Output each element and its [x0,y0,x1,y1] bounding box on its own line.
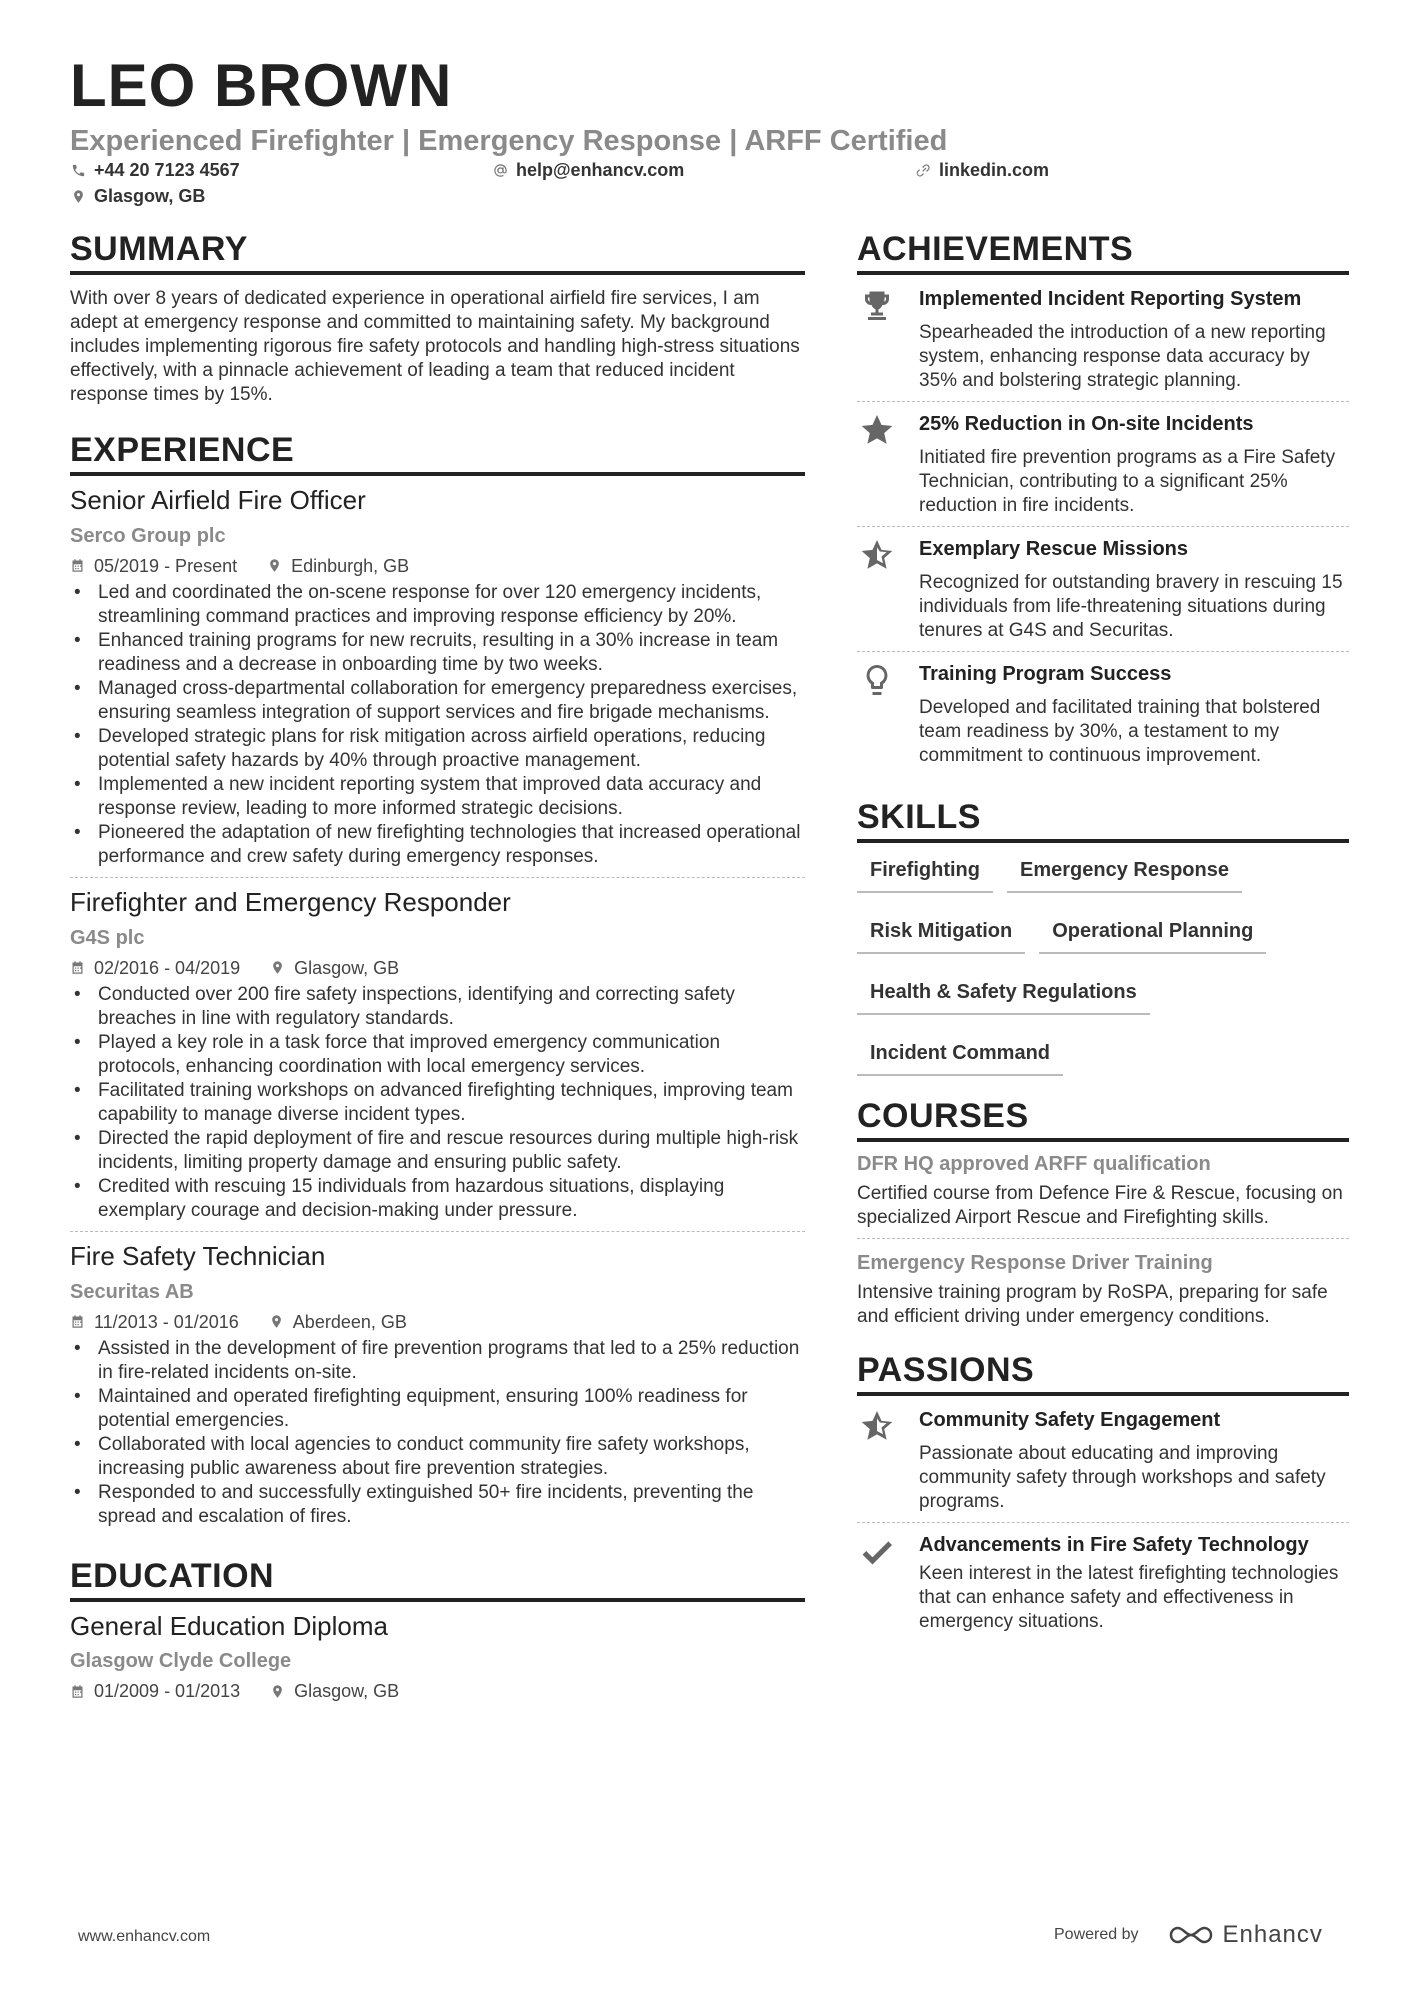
experience-section [70,431,805,1536]
skill-tag: Incident Command [857,1036,1063,1076]
trophy-icon [857,287,919,393]
skill-tag: Emergency Response [1007,853,1242,893]
location-pin-icon [70,189,86,205]
job-bullet: • Credited with rescuing 15 individuals from hazardous situations, displaying exemplary courage and decision-making under pressure. [70,1175,805,1223]
email-link[interactable]: help@enhancv.com [516,160,685,180]
job-entry [70,1240,805,1537]
linkedin-link[interactable]: linkedin.com [939,160,1050,180]
candidate-tagline: Experienced Firefighter | Emergency Response | ARFF Certified [70,125,948,157]
job-bullet: • Managed cross-departmental collaboration for emergency preparedness exercises, ensuring seamless integration of support services and fire brigade mechanisms. [70,677,805,725]
achievement-title: 25% Reduction in On-site Incidents [919,413,1254,436]
job-bullets [70,1337,805,1529]
location-pin-icon [270,1684,286,1700]
phone-text: +44 20 7123 4567 [94,160,240,180]
footer-website[interactable]: www.enhancv.com [78,1928,211,1945]
enhancv-logo-icon [1167,1923,1215,1947]
skill-tag: Health & Safety Regulations [857,975,1150,1015]
calendar-icon [70,1314,86,1330]
left-column [70,230,805,1702]
calendar-icon [70,558,86,574]
achievements-heading: ACHIEVEMENTS [857,230,1349,275]
achievements-section [857,230,1349,776]
experience-heading: EXPERIENCE [70,431,805,476]
powered-by-text: Powered by [1054,1926,1139,1943]
courses-section [857,1097,1349,1337]
job-bullet: • Responded to and successfully extinguished 50+ fire incidents, preventing the spread and escalation of fires. [70,1481,805,1529]
enhancv-brand-text: Enhancv [1222,1921,1323,1948]
star-icon [857,412,919,518]
education-section [70,1557,805,1703]
achievement-item [857,402,1349,527]
job-meta [70,958,805,979]
job-location: Edinburgh, GB [291,555,410,576]
passion-title: Community Safety Engagement [919,1409,1221,1432]
achievement-title: Training Program Success [919,663,1172,686]
job-bullet: • Facilitated training workshops on advanced firefighting techniques, improving team capability to manage diverse incident types. [70,1079,805,1127]
job-entry [70,484,805,878]
calendar-icon [70,960,86,976]
achievement-desc: Recognized for outstanding bravery in rescuing 15 individuals from life-threatening situations during tenures at G4S and Securitas. [919,572,1343,642]
location-pin-icon [269,1314,285,1330]
job-bullet: • Directed the rapid deployment of fire and rescue resources during multiple high-risk incidents, limiting property damage and ensuring public safety. [70,1127,805,1175]
passion-item [857,1398,1349,1523]
courses-heading: COURSES [857,1097,1349,1142]
passions-heading: PASSIONS [857,1351,1349,1396]
phone-icon [70,163,86,179]
education-meta [70,1681,805,1702]
education-degree: General Education Diploma [70,1610,388,1641]
course-item [857,1148,1349,1239]
course-item [857,1247,1349,1337]
passions-section [857,1351,1349,1642]
job-bullet: • Played a key role in a task force that improved emergency communication protocols, enhancing coordination with local emergency services. [70,1031,805,1079]
job-bullet: • Maintained and operated firefighting equipment, ensuring 100% readiness for potential emergencies. [70,1385,805,1433]
achievement-desc: Developed and facilitated training that bolstered team readiness by 30%, a testament to my commitment to continuous improvement. [919,697,1321,767]
link-icon [915,163,931,179]
skills-list [857,853,1349,1097]
summary-text: With over 8 years of dedicated experience in operational airfield fire services, I am adept at emergency response and committed to maintaining safety. My background includes implementing rigorous fire safety protocols and handling high-stress situations effectively, with a pinnacle achievement of leading a team that reduced incident response times by 15%. [70,288,800,406]
footer-powered-by [1054,1921,1323,1949]
job-dates: 11/2013 - 01/2016 [94,1311,239,1332]
passion-title: Advancements in Fire Safety Technology [919,1534,1309,1557]
location-text: Glasgow, GB [94,186,206,206]
job-location: Glasgow, GB [294,957,400,978]
job-bullet: • Conducted over 200 fire safety inspections, identifying and correcting safety breaches in line with regulatory standards. [70,983,805,1031]
job-bullet: • Developed strategic plans for risk mitigation across airfield operations, reducing potential safety hazards by 40% through proactive management. [70,725,805,773]
job-location: Aberdeen, GB [292,1311,407,1332]
education-school: Glasgow Clyde College [70,1650,292,1673]
contact-location [70,186,205,207]
achievement-item [857,277,1349,402]
job-entry [70,886,805,1232]
job-bullets [70,983,805,1223]
job-company: G4S plc [70,926,145,949]
location-pin-icon [267,558,283,574]
job-title: Fire Safety Technician [70,1240,326,1271]
job-meta [70,556,805,577]
contact-linkedin[interactable] [915,160,1049,181]
job-bullet: • Enhanced training programs for new recruits, resulting in a 30% increase in team readiness and a decrease in onboarding time by two weeks. [70,629,805,677]
achievement-title: Exemplary Rescue Missions [919,538,1189,561]
job-bullets [70,581,805,869]
calendar-icon [70,1684,86,1700]
lightbulb-icon [857,662,919,768]
job-title: Firefighter and Emergency Responder [70,886,511,917]
job-company: Securitas AB [70,1280,194,1303]
candidate-name: LEO BROWN [70,52,453,119]
achievement-title: Implemented Incident Reporting System [919,288,1302,311]
achievement-desc: Initiated fire prevention programs as a Fire Safety Technician, contributing to a significant 25% reduction in fire incidents. [919,447,1336,517]
summary-heading: SUMMARY [70,230,805,275]
job-title: Senior Airfield Fire Officer [70,485,366,516]
job-bullet: • Pioneered the adaptation of new firefighting technologies that increased operational performance and crew safety during emergency responses. [70,821,805,869]
course-desc: Certified course from Defence Fire & Rescue, focusing on specialized Airport Rescue and Firefighting skills. [857,1183,1343,1229]
check-icon [857,1533,919,1634]
skill-tag: Risk Mitigation [857,914,1025,954]
summary-section [70,230,805,407]
course-desc: Intensive training program by RoSPA, preparing for safe and efficient driving under emergency conditions. [857,1282,1328,1328]
job-bullet: • Assisted in the development of fire prevention programs that led to a 25% reduction in fire-related incidents on-site. [70,1337,805,1385]
star-outline-icon [857,537,919,643]
skills-heading: SKILLS [857,798,1349,843]
job-meta [70,1312,805,1333]
course-title: Emergency Response Driver Training [857,1252,1213,1275]
passion-desc: Keen interest in the latest firefighting technologies that can enhance safety and effectiveness in emergency situations. [919,1563,1339,1633]
contact-phone [70,160,240,181]
passion-desc: Passionate about educating and improving community safety through workshops and safety programs. [919,1443,1326,1513]
course-title: DFR HQ approved ARFF qualification [857,1153,1211,1176]
job-dates: 05/2019 - Present [94,555,238,576]
job-company: Serco Group plc [70,524,226,547]
passion-item [857,1523,1349,1642]
education-heading: EDUCATION [70,1557,805,1602]
job-bullet: • Collaborated with local agencies to conduct community fire safety workshops, increasing public awareness about fire prevention strategies. [70,1433,805,1481]
job-bullet: • Led and coordinated the on-scene response for over 120 emergency incidents, streamlining command practices and improving response efficiency by 20%. [70,581,805,629]
at-icon [492,163,508,179]
skill-tag: Operational Planning [1039,914,1266,954]
job-dates: 02/2016 - 04/2019 [94,957,241,978]
right-column [857,230,1349,1642]
education-dates: 01/2009 - 01/2013 [94,1681,241,1702]
education-location: Glasgow, GB [294,1681,400,1702]
achievement-item [857,652,1349,776]
skill-tag: Firefighting [857,853,993,893]
contact-email[interactable] [492,160,684,181]
job-bullet: • Implemented a new incident reporting system that improved data accuracy and response review, leading to more informed strategic decisions. [70,773,805,821]
star-outline-icon [857,1408,919,1514]
location-pin-icon [270,960,286,976]
skills-section [857,798,1349,1097]
achievement-desc: Spearheaded the introduction of a new reporting system, enhancing response data accuracy by 35% and bolstering strategic planning. [919,322,1326,392]
achievement-item [857,527,1349,652]
